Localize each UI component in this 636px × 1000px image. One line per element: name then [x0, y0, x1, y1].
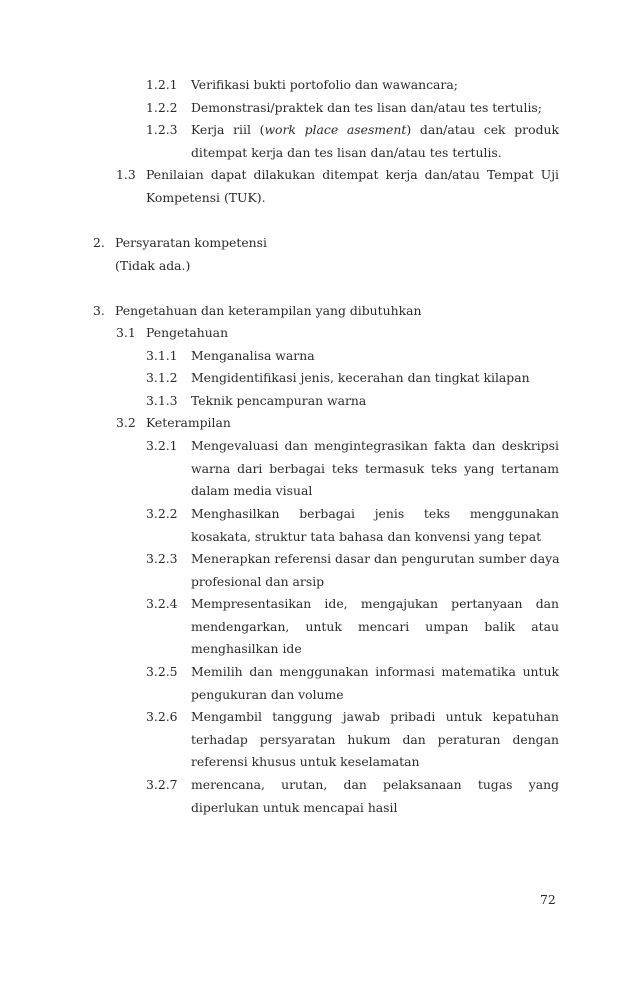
- item-text-line-2: mendengarkan, untuk mencari umpan balik atau: [191, 618, 559, 634]
- section-note: (Tidak ada.): [115, 257, 191, 273]
- item-number: 3.2.6: [146, 709, 178, 724]
- item-text-line-1: Memilih dan menggunakan informasi matematika untuk: [191, 664, 559, 679]
- italic-term: work place asesment: [264, 122, 407, 137]
- item-text: Menganalisa warna: [191, 348, 315, 363]
- section-number: 2.: [93, 235, 105, 250]
- item-text: Demonstrasi/praktek dan tes lisan dan/atau tes tertulis;: [191, 100, 542, 115]
- item-text-line-2: pengukuran dan volume: [191, 686, 344, 702]
- item-text-line-1: merencana, urutan, dan pelaksanaan tugas yang: [191, 777, 559, 792]
- item-text-line-3: referensi khusus untuk keselamatan: [191, 754, 420, 770]
- item-text-line-1: Kerja riil (work place asesment) dan/atau cek produk: [191, 122, 559, 137]
- item-text-line-3: dalam media visual: [191, 483, 313, 499]
- page-number: 72: [540, 892, 556, 907]
- item-text-line-2: Kompetensi (TUK).: [146, 189, 266, 205]
- section-number: 3.: [93, 303, 105, 318]
- item-number: 1.3: [116, 167, 136, 182]
- item-text-line-1: Menerapkan referensi dasar dan pengurutan sumber daya: [191, 551, 560, 566]
- item-text: Teknik pencampuran warna: [191, 393, 367, 408]
- section-title: Pengetahuan dan keterampilan yang dibutuhkan: [115, 303, 422, 318]
- item-text-line-2: kosakata, struktur tata bahasa dan konvensi yang tepat: [191, 528, 542, 544]
- item-text-line-1: Mengambil tanggung jawab pribadi untuk kepatuhan: [191, 709, 559, 724]
- item-number: 1.2.1: [146, 77, 178, 92]
- item-text-line-2: ditempat kerja dan tes lisan dan/atau tes tertulis.: [191, 144, 502, 160]
- item-number: 3.1.2: [146, 370, 178, 385]
- item-number: 3.2.1: [146, 438, 178, 453]
- item-number: 3.2.4: [146, 596, 178, 611]
- item-number: 3.2.3: [146, 551, 178, 566]
- item-number: 1.2.2: [146, 100, 178, 115]
- item-text-line-1: Mengevaluasi dan mengintegrasikan fakta dan deskripsi: [191, 438, 559, 453]
- item-number: 3.1.1: [146, 348, 178, 363]
- item-number: 1.2.3: [146, 122, 178, 137]
- item-text-line-1: Mempresentasikan ide, mengajukan pertanyaan dan: [191, 596, 559, 611]
- item-number: 3.2: [116, 415, 136, 430]
- item-text-line-1: Menghasilkan berbagai jenis teks menggunakan: [191, 506, 559, 521]
- item-text: Verifikasi bukti portofolio dan wawancara;: [191, 77, 458, 92]
- item-text-line-2: warna dari berbagai teks termasuk teks yang tertanam: [191, 460, 559, 476]
- item-number: 3.1: [116, 325, 136, 340]
- item-text: Mengidentifikasi jenis, kecerahan dan tingkat kilapan: [191, 370, 530, 385]
- item-text-line-1: Penilaian dapat dilakukan ditempat kerja dan/atau Tempat Uji: [146, 167, 559, 182]
- item-text-line-2: terhadap persyaratan hukum dan peraturan dengan: [191, 731, 559, 747]
- subsection-title: Keterampilan: [146, 415, 231, 430]
- item-number: 3.1.3: [146, 393, 178, 408]
- item-text-line-3: menghasilkan ide: [191, 641, 302, 657]
- subsection-title: Pengetahuan: [146, 325, 229, 340]
- item-text-line-2: profesional dan arsip: [191, 573, 325, 589]
- item-number: 3.2.7: [146, 777, 178, 792]
- item-number: 3.2.2: [146, 506, 178, 521]
- item-text-line-2: diperlukan untuk mencapai hasil: [191, 799, 398, 815]
- item-number: 3.2.5: [146, 664, 178, 679]
- section-title: Persyaratan kompetensi: [115, 235, 267, 250]
